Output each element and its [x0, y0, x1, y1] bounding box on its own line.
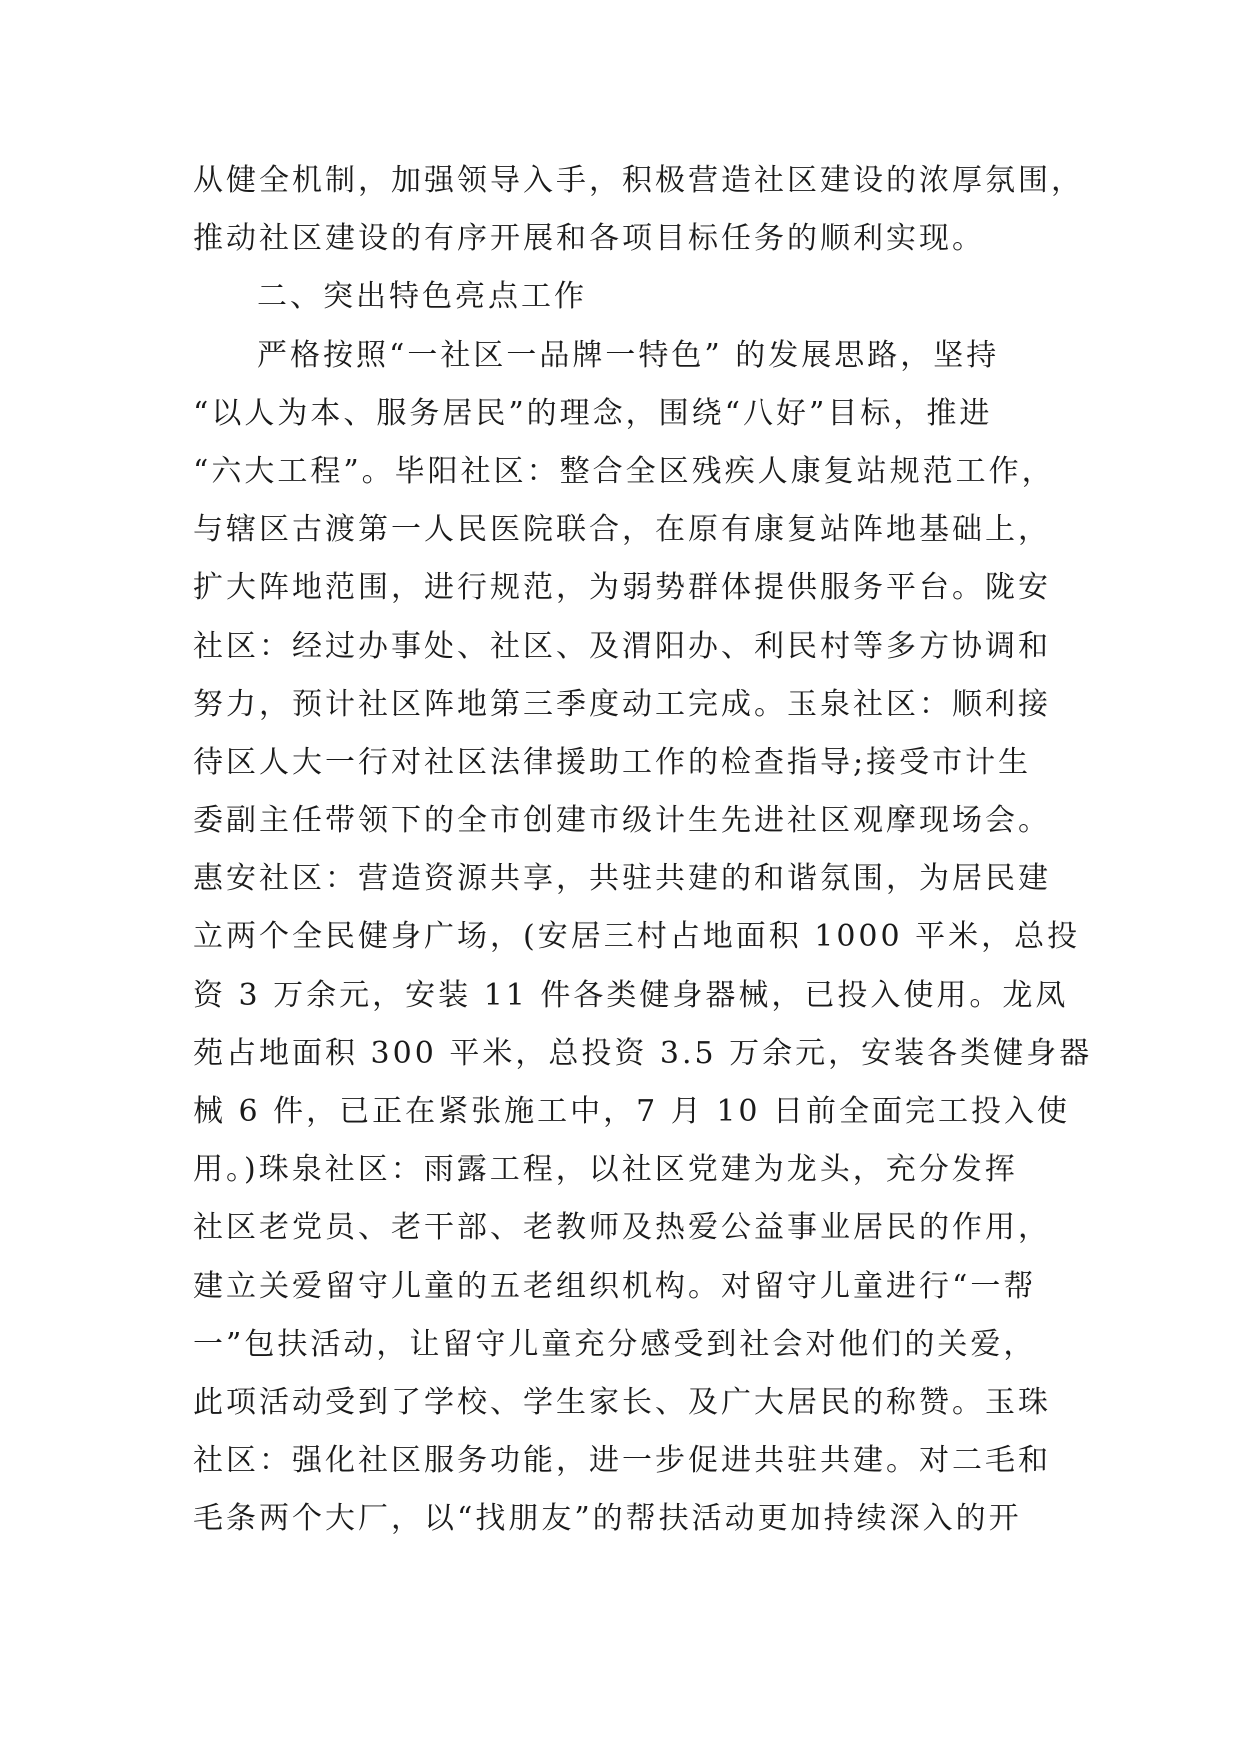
text-line: 从健全机制，加强领导入手，积极营造社区建设的浓厚氛围，	[193, 163, 1084, 198]
text-line: 一”包扶活动，让留守儿童充分感受到社会对他们的关爱，	[193, 1326, 1037, 1362]
text-line: 苑占地面积 300 平米，总投资 3.5 万余元，安装各类健身器	[193, 1035, 1093, 1071]
text-line: 此项活动受到了学校、学生家长、及广大居民的称赞。玉珠	[193, 1384, 1051, 1420]
text-line: 待区人大一行对社区法律援助工作的检查指导;接受市计生	[193, 744, 1032, 780]
text-line: 社区老党员、老干部、老教师及热爱公益事业居民的作用，	[193, 1210, 1051, 1246]
text-line: 委副主任带领下的全市创建市级计生先进社区观摩现场会。	[193, 803, 1051, 839]
paragraph-first-line: 严格按照“一社区一品牌一特色” 的发展思路，坚持	[257, 337, 1000, 373]
text-line: 毛条两个大厂，以“找朋友”的帮扶活动更加持续深入的开	[193, 1501, 1022, 1537]
text-line: 资 3 万余元，安装 11 件各类健身器械，已投入使用。龙凤	[193, 977, 1069, 1013]
text-line: 械 6 件，已正在紧张施工中，7 月 10 日前全面完工投入使	[193, 1094, 1071, 1129]
text-line: 与辖区古渡第一人民医院联合，在原有康复站阵地基础上，	[193, 512, 1051, 548]
text-line: 推动社区建设的有序开展和各项目标任务的顺利实现。	[193, 221, 985, 257]
text-line: 努力，预计社区阵地第三季度动工完成。玉泉社区：顺利接	[193, 686, 1051, 722]
text-line: 扩大阵地范围，进行规范，为弱势群体提供服务平台。陇安	[193, 570, 1051, 606]
text-line: “以人为本、服务居民”的理念，围绕“八好”目标，推进	[193, 395, 993, 431]
document-body	[193, 152, 1093, 1549]
text-line: 社区：强化社区服务功能，进一步促进共驻共建。对二毛和	[193, 1443, 1051, 1479]
text-line: 建立关爱留守儿童的五老组织机构。对留守儿童进行“一帮	[193, 1268, 1037, 1304]
text-line: “六大工程”。毕阳社区：整合全区残疾人康复站规范工作，	[193, 453, 1055, 489]
text-line: 用。)珠泉社区：雨露工程，以社区党建为龙头，充分发挥	[193, 1152, 1018, 1188]
section-heading: 二、突出特色亮点工作	[257, 279, 587, 315]
text-line: 立两个全民健身广场，(安居三村占地面积 1000 平米，总投	[193, 919, 1081, 955]
text-line: 社区：经过办事处、社区、及渭阳办、利民村等多方协调和	[193, 628, 1051, 664]
text-line: 惠安社区：营造资源共享，共驻共建的和谐氛围，为居民建	[193, 861, 1051, 897]
